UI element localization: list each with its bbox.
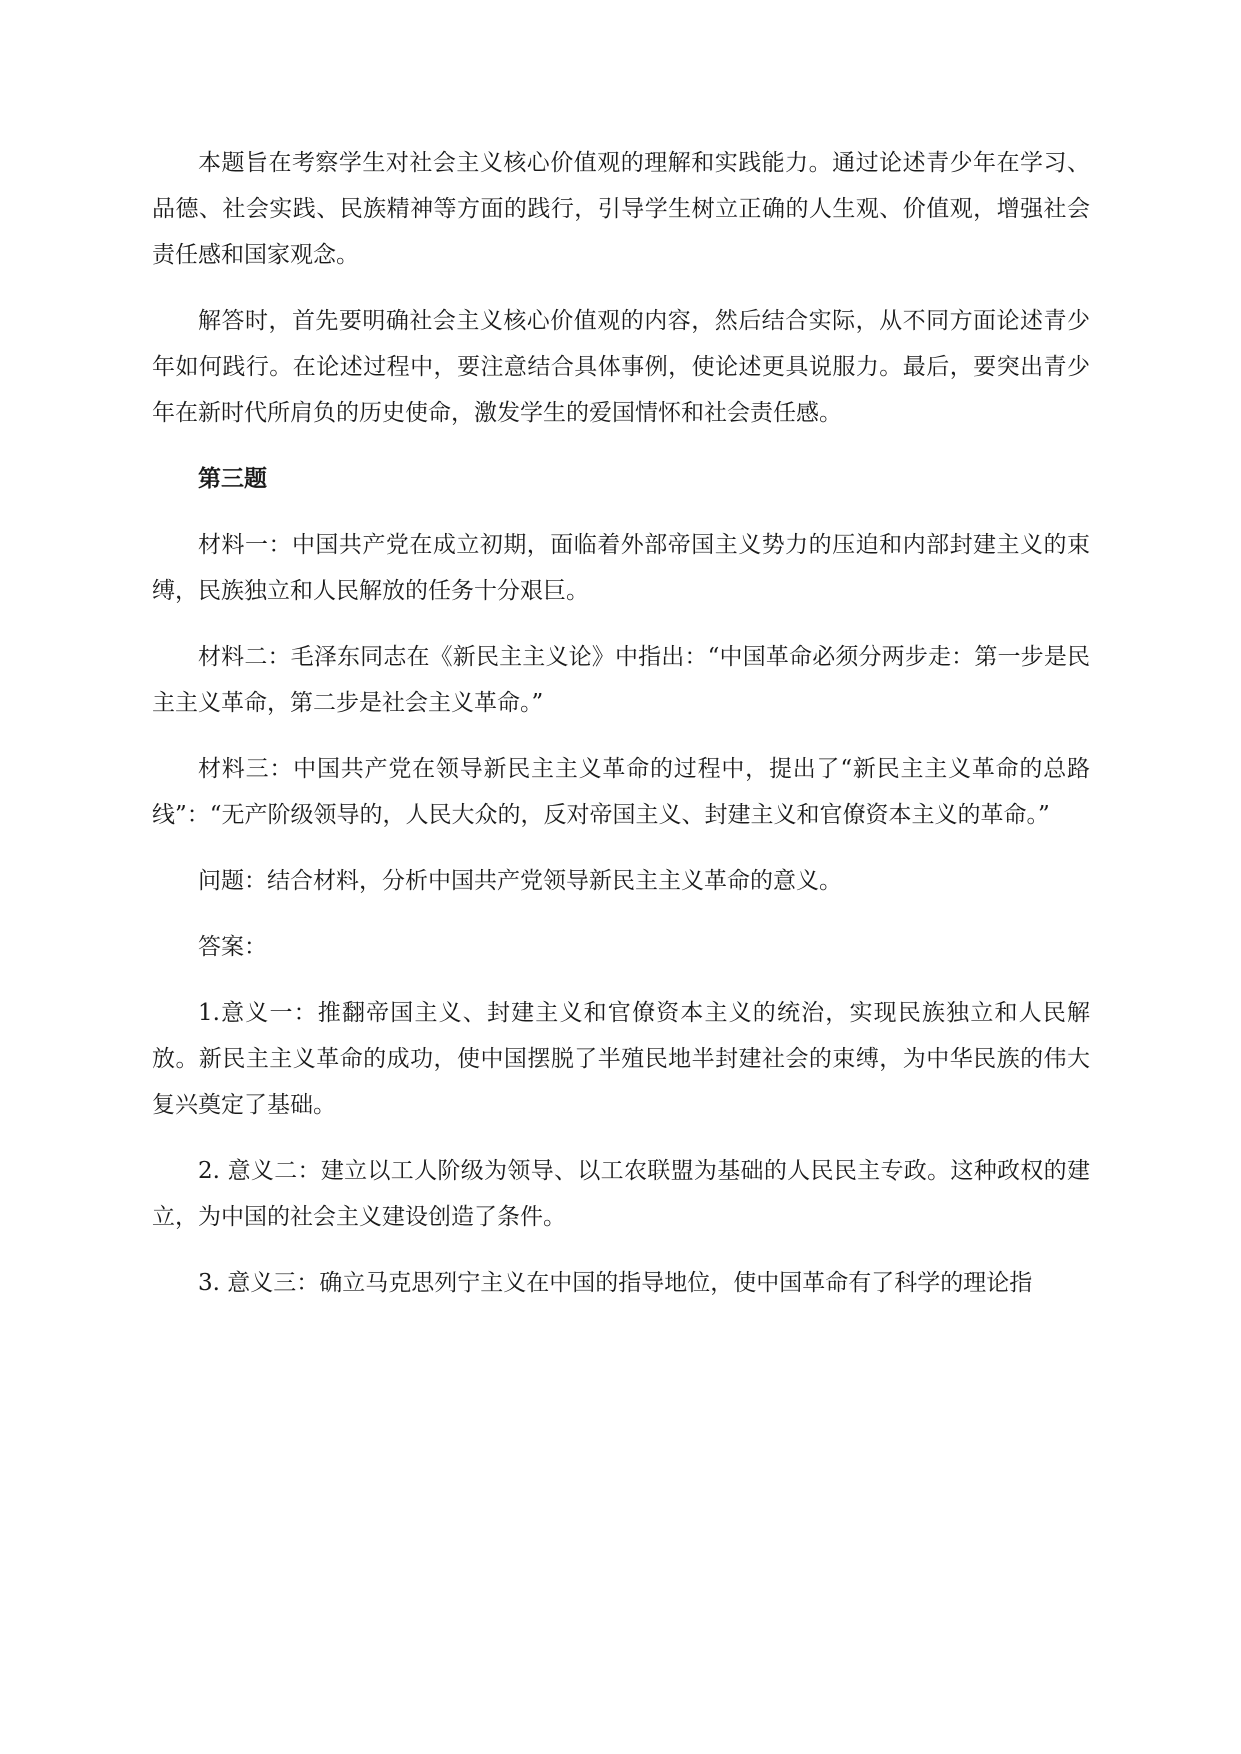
material-one: 材料一：中国共产党在成立初期，面临着外部帝国主义势力的压迫和内部封建主义的束缚，民族独立和人民解放的任务十分艰巨。 [152,532,1090,604]
paragraph-answer-guidance: 解答时，首先要明确社会主义核心价值观的内容，然后结合实际，从不同方面论述青少年如何践行。在论述过程中，要注意结合具体事例，使论述更具说服力。最后，要突出青少年在新时代所肩负的历史使命，激发学生的爱国情怀和社会责任感。 [152,308,1090,426]
document-page [152,140,1090,1326]
answer-label: 答案： [198,934,267,960]
section-heading: 第三题 [198,465,267,492]
material-three: 材料三：中国共产党在领导新民主主义革命的过程中，提出了“新民主主义革命的总路线”：“无产阶级领导的，人民大众的，反对帝国主义、封建主义和官僚资本主义的革命。” [152,756,1090,828]
answer-item-2: 2. 意义二：建立以工人阶级为领导、以工农联盟为基础的人民民主专政。这种政权的建立，为中国的社会主义建设创造了条件。 [152,1158,1090,1230]
paragraph-analysis: 本题旨在考察学生对社会主义核心价值观的理解和实践能力。通过论述青少年在学习、品德、社会实践、民族精神等方面的践行，引导学生树立正确的人生观、价值观，增强社会责任感和国家观念。 [152,150,1090,268]
answer-item-1: 1.意义一：推翻帝国主义、封建主义和官僚资本主义的统治，实现民族独立和人民解放。新民主主义革命的成功，使中国摆脱了半殖民地半封建社会的束缚，为中华民族的伟大复兴奠定了基础。 [152,1000,1090,1118]
answer-item-3: 3. 意义三：确立马克思列宁主义在中国的指导地位，使中国革命有了科学的理论指 [198,1270,1033,1296]
material-two: 材料二：毛泽东同志在《新民主主义论》中指出：“中国革命必须分两步走：第一步是民主主义革命，第二步是社会主义革命。” [152,644,1090,716]
question-text: 问题：结合材料，分析中国共产党领导新民主主义革命的意义。 [198,868,842,894]
